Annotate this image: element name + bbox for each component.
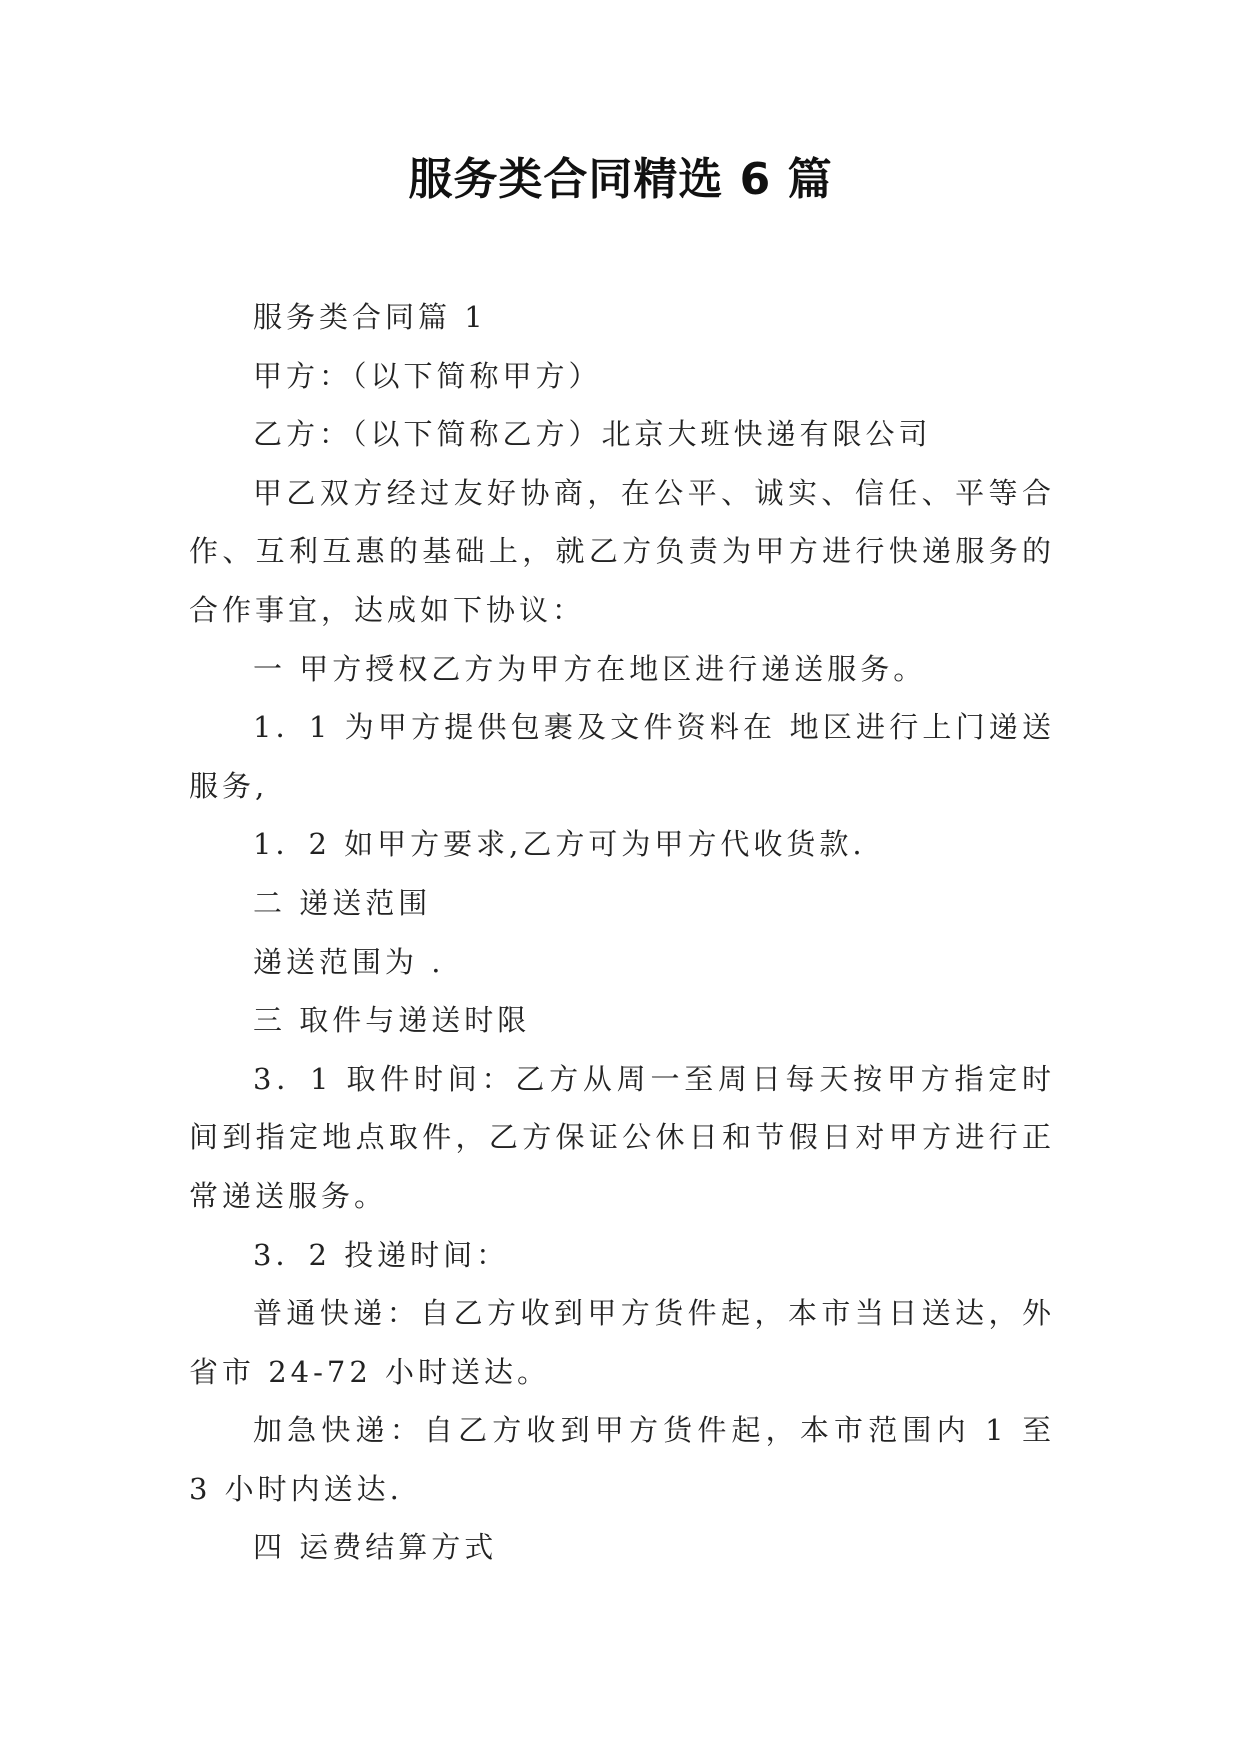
paragraph-party-a: 甲方：（以下简称甲方） (253, 358, 602, 393)
paragraph-standard-express: 普通快递：自乙方收到甲方货件起，本市当日送达，外省市 24-72 小时送达。 (189, 1296, 1055, 1389)
paragraph-clause-4: 四 运费结算方式 (253, 1530, 498, 1565)
document-body (189, 288, 1055, 1577)
document-title: 服务类合同精选 6 篇 (408, 154, 833, 205)
paragraph-clause-1-2: 1．2 如甲方要求,乙方可为甲方代收货款. (253, 827, 866, 862)
paragraph-urgent-express: 加急快递：自乙方收到甲方货件起，本市范围内 1 至 3 小时内送达. (189, 1413, 1055, 1506)
paragraph-clause-2: 二 递送范围 (253, 885, 432, 920)
paragraph-section-heading: 服务类合同篇 1 (253, 300, 487, 334)
paragraph-clause-1-1: 1．1 为甲方提供包裹及文件资料在 地区进行上门递送服务, (189, 710, 1055, 803)
paragraph-clause-3: 三 取件与递送时限 (253, 1003, 531, 1038)
paragraph-clause-1: 一 甲方授权乙方为甲方在地区进行递送服务。 (253, 651, 927, 686)
paragraph-party-b: 乙方：（以下简称乙方）北京大班快递有限公司 (253, 417, 932, 452)
paragraph-preamble: 甲乙双方经过友好协商，在公平、诚实、信任、平等合作、互利互惠的基础上，就乙方负责为甲方进行快递服务的合作事宜，达成如下协议： (189, 475, 1055, 627)
paragraph-delivery-range: 递送范围为 . (253, 944, 445, 979)
paragraph-clause-3-1: 3．1 取件时间：乙方从周一至周日每天按甲方指定时间到指定地点取件，乙方保证公休日和节假日对甲方进行正常递送服务。 (189, 1061, 1055, 1213)
paragraph-clause-3-2: 3．2 投递时间： (253, 1237, 510, 1272)
